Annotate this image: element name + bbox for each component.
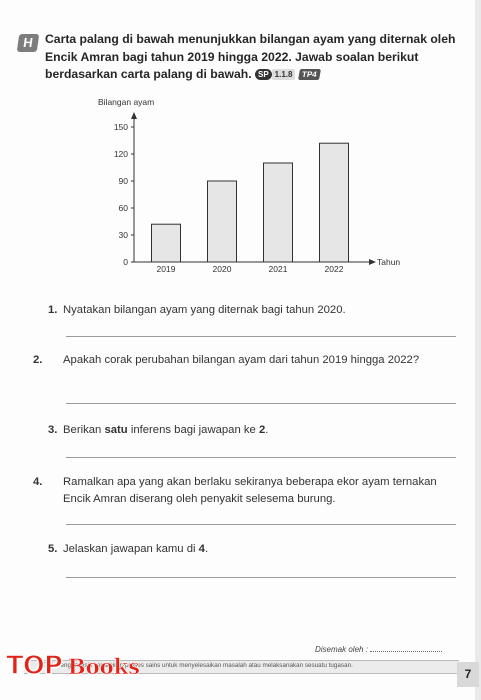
- question-text: Ramalkan apa yang akan berlaku sekiranya beberapa ekor ayam ternakan Encik Amran diserang oleh penyakit selesema burung.: [63, 476, 437, 505]
- page-number: 7: [457, 662, 479, 687]
- question-number: 2.: [33, 354, 43, 366]
- section-letter-badge: H: [17, 34, 40, 52]
- question-number: 1.: [48, 304, 58, 316]
- question-2: [33, 352, 458, 369]
- question-text-part: inferens bagi jawapan ke: [127, 424, 259, 436]
- topbooks-watermark-logo: [6, 648, 140, 684]
- question-text-part: Jelaskan jawapan kamu di: [63, 543, 199, 555]
- bar-chart: [92, 92, 422, 282]
- answer-line-5[interactable]: [66, 577, 456, 578]
- question-3: [48, 422, 458, 439]
- y-tick-label: 90: [118, 176, 128, 186]
- bar-2022: [320, 143, 349, 262]
- question-number: 5.: [48, 543, 58, 555]
- question-text: Apakah corak perubahan bilangan ayam dari tahun 2019 hingga 2022?: [63, 354, 420, 366]
- page-edge: [475, 0, 481, 700]
- question-reference: 2: [258, 424, 266, 436]
- checked-by-label: Disemak oleh :: [315, 645, 368, 654]
- question-text-part: Berikan: [63, 424, 105, 436]
- intro-text: Carta palang di bawah menunjukkan bilangan ayam yang diternak oleh Encik Amran bagi tahun 2019 hingga 2022. Jawab soalan berikut berdasarkan carta palang di bawah.: [45, 32, 456, 81]
- answer-line-2[interactable]: [66, 403, 456, 404]
- x-tick-label: 2021: [268, 264, 288, 274]
- question-number: 4.: [33, 476, 43, 488]
- watermark-top: TOP: [6, 651, 62, 681]
- bar-2021: [264, 163, 293, 262]
- y-tick-label: 0: [123, 257, 128, 267]
- y-axis-label: Bilangan ayam: [98, 97, 155, 107]
- footer-note: TP4 Menganalisis kemahiran proses sains untuk menyelesaikan masalah atau melaksanakan sesuatu tugasan.: [42, 662, 353, 669]
- sp-level-tag: 1.1.8: [272, 69, 296, 80]
- x-tick-label: 2020: [212, 264, 232, 274]
- answer-line-1[interactable]: [66, 336, 456, 337]
- x-axis-label: Tahun: [377, 257, 401, 267]
- question-number: 3.: [48, 424, 58, 436]
- y-axis-arrow: [131, 112, 137, 119]
- sp-tag: SP: [255, 69, 272, 80]
- x-axis-arrow: [369, 259, 376, 265]
- question-text-part: .: [204, 543, 209, 555]
- question-text-part: .: [265, 424, 269, 436]
- question-1: [48, 302, 458, 319]
- x-tick-label: 2019: [156, 264, 176, 274]
- bar-2019: [152, 224, 181, 262]
- checked-by: [315, 645, 442, 654]
- bar-2020: [208, 181, 237, 262]
- watermark-books: Books: [67, 653, 141, 679]
- y-tick-label: 150: [113, 122, 128, 132]
- answer-line-3[interactable]: [66, 457, 456, 458]
- x-tick-label: 2022: [324, 264, 344, 274]
- question-4: [33, 474, 458, 508]
- answer-line-4[interactable]: [66, 524, 456, 525]
- y-tick-label: 120: [113, 149, 128, 159]
- question-reference: 4: [198, 543, 205, 555]
- question-emphasis: satu: [104, 424, 128, 436]
- tp-tag: TP4: [298, 69, 321, 80]
- signature-line[interactable]: [370, 651, 442, 652]
- y-tick-label: 30: [118, 230, 128, 240]
- section-intro: [45, 31, 460, 84]
- question-5: [48, 541, 458, 558]
- question-text: Nyatakan bilangan ayam yang diternak bagi tahun 2020.: [63, 304, 346, 316]
- y-tick-label: 60: [118, 203, 128, 213]
